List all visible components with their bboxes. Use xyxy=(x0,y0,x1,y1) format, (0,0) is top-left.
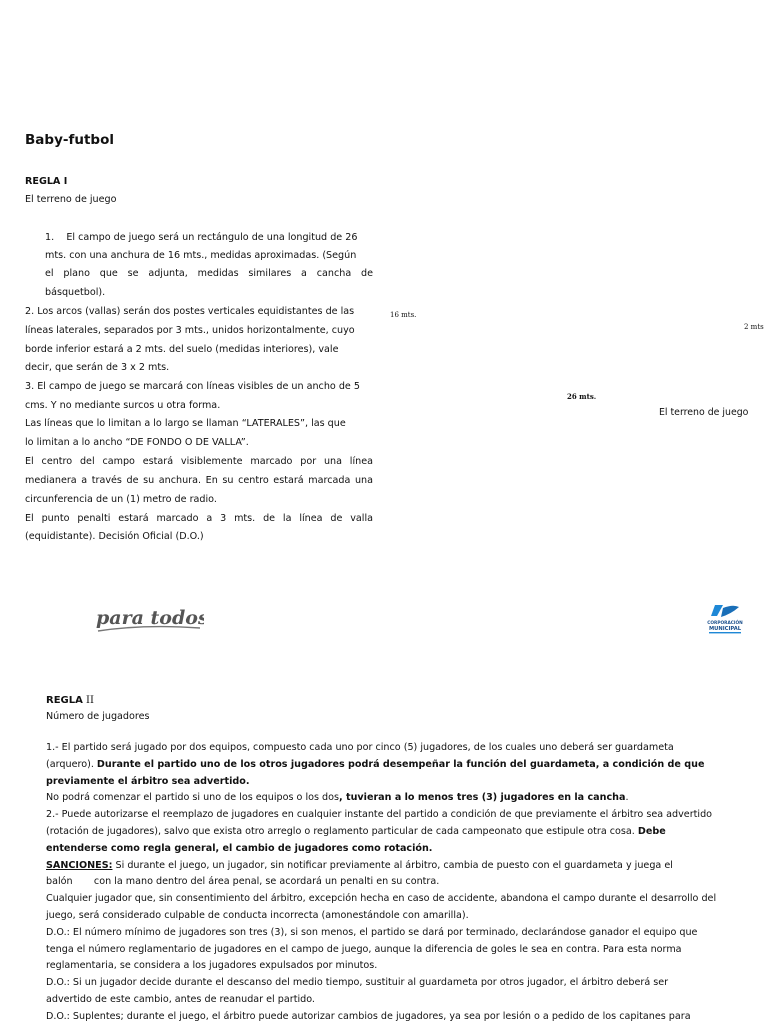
bold-text: Debe xyxy=(637,825,666,837)
para-todos-logo xyxy=(94,604,204,638)
diagram-width-label: 16 mts. xyxy=(390,311,417,319)
regla-2-heading-prefix: REGLA xyxy=(46,695,83,706)
paragraph-line: balón con la mano dentro del área penal, se acordará un penalti en su contra. xyxy=(46,876,440,888)
sanciones-label: SANCIONES: xyxy=(46,859,113,871)
paragraph-line: previamente el árbitro sea advertido. xyxy=(46,775,250,787)
paragraph-line: advertido de este cambio, antes de reanudar el partido. xyxy=(46,993,315,1005)
paragraph-line: D.O.: El número mínimo de jugadores son tres (3), si son menos, el partido se dará por terminado, declarándose ganador el equipo que xyxy=(46,926,698,938)
paragraph-line xyxy=(46,790,746,807)
paragraph-line: Cualquier jugador que, sin consentimiento del árbitro, excepción hecha en caso de accidente, abandona el campo durante el desarrollo del xyxy=(46,893,717,905)
bold-text: , tuvieran a lo menos tres (3) jugadores en la cancha xyxy=(339,792,626,804)
body-line: (equidistante). Decisión Oficial (D.O.) xyxy=(25,531,204,542)
diagram-length-label: 26 mts. xyxy=(567,392,597,401)
body-line: El punto penalti estará marcado a 3 mts. de la línea de valla xyxy=(25,513,373,524)
paragraph-line xyxy=(46,824,746,841)
regla-2-body xyxy=(46,740,746,1026)
body-line: lo limitan a lo ancho “DE FONDO O DE VALLA”. xyxy=(25,437,249,448)
document-title: Baby-futbol xyxy=(25,132,114,148)
paragraph-line: entenderse como regla general, el cambio de jugadores como rotación. xyxy=(46,842,433,854)
logo-text-main: MUNICIPAL xyxy=(708,626,742,632)
paragraph-line xyxy=(46,757,746,774)
diagram-goal-label: 2 mts xyxy=(744,323,764,331)
item-1-line: básquetbol). xyxy=(45,287,106,298)
body-line: circunferencia de un (1) metro de radio. xyxy=(25,494,217,505)
text-span: . xyxy=(625,792,629,804)
body-line: El centro del campo estará visiblemente marcado por una línea xyxy=(25,456,373,467)
text-span: No podrá comenzar el partido si uno de los equipos o los dos xyxy=(46,792,339,804)
paragraph-line xyxy=(46,858,746,875)
body-line: 2. Los arcos (vallas) serán dos postes verticales equidistantes de las xyxy=(25,306,355,317)
regla-1-subtitle: El terreno de juego xyxy=(25,194,117,205)
para-todos-logo-text: para todos xyxy=(96,607,204,629)
paragraph-line: tenga el número reglamentario de jugadores en el campo de juego, aunque la diferencia de goles le sea en contra. Para esta norma xyxy=(46,943,682,955)
regla-2-heading xyxy=(46,695,94,706)
regla-2-subtitle: Número de jugadores xyxy=(46,711,150,722)
text-span: (rotación de jugadores), salvo que exista otro arreglo o reglamento particular de cada campeonato que estipule otra cosa. xyxy=(46,825,638,837)
paragraph-line: D.O.: Suplentes; durante el juego, el árbitro puede autorizar cambios de jugadores, ya sea por lesión o a pedido de los capitanes para xyxy=(46,1010,691,1022)
regla-1-heading: REGLA I xyxy=(25,176,68,187)
paragraph-line: 1.- El partido será jugado por dos equipos, compuesto cada uno por cinco (5) jugadores, de los cuales uno deberá ser guardameta xyxy=(46,742,674,753)
text-span: (arquero). xyxy=(46,758,97,770)
paragraph-line: 2.- Puede autorizarse el reemplazo de jugadores en cualquier instante del partido a condición de que previamente el árbitro sea advertido xyxy=(46,809,713,821)
body-line: Las líneas que lo limitan a lo largo se llaman “LATERALES”, las que xyxy=(25,418,346,429)
item-1-line: mts. con una anchura de 16 mts., medidas aproximadas. (Según xyxy=(45,250,357,261)
item-1-line: el plano que se adjunta, medidas similares a cancha de xyxy=(45,268,373,279)
corporacion-municipal-logo xyxy=(703,602,747,638)
body-line: medianera a través de su anchura. En su centro estará marcada una xyxy=(25,475,373,486)
body-line: 3. El campo de juego se marcará con líneas visibles de un ancho de 5 xyxy=(25,381,360,392)
paragraph-line: D.O.: Si un jugador decide durante el descanso del medio tiempo, sustituir al guardameta por otros jugador, el árbitro deberá ser xyxy=(46,977,669,989)
text-span: Si durante el juego, un jugador, sin notificar previamente al árbitro, cambia de puesto con el guardameta y juega el xyxy=(112,859,673,871)
bold-text: Durante el partido uno de los otros jugadores podrá desempeñar la función del guardameta, a condición de que xyxy=(96,758,705,770)
body-line: cms. Y no mediante surcos u otra forma. xyxy=(25,400,221,411)
logo-text-top: CORPORACIÓN xyxy=(707,621,743,626)
diagram-caption: El terreno de juego xyxy=(659,407,749,418)
body-line: líneas laterales, separados por 3 mts., unidos horizontalmente, cuyo xyxy=(25,325,355,336)
regla-2-heading-numeral: II xyxy=(86,695,94,706)
paragraph-line: reglamentaria, se considera a los jugadores expulsados por minutos. xyxy=(46,960,378,972)
body-line: decir, que serán de 3 x 2 mts. xyxy=(25,362,170,373)
paragraph-line: juego, será considerado culpable de conducta incorrecta (amonestándole con amarilla). xyxy=(46,909,469,921)
body-line: borde inferior estará a 2 mts. del suelo (medidas interiores), vale xyxy=(25,344,339,355)
item-1-line: 1. El campo de juego será un rectángulo de una longitud de 26 xyxy=(45,232,358,243)
